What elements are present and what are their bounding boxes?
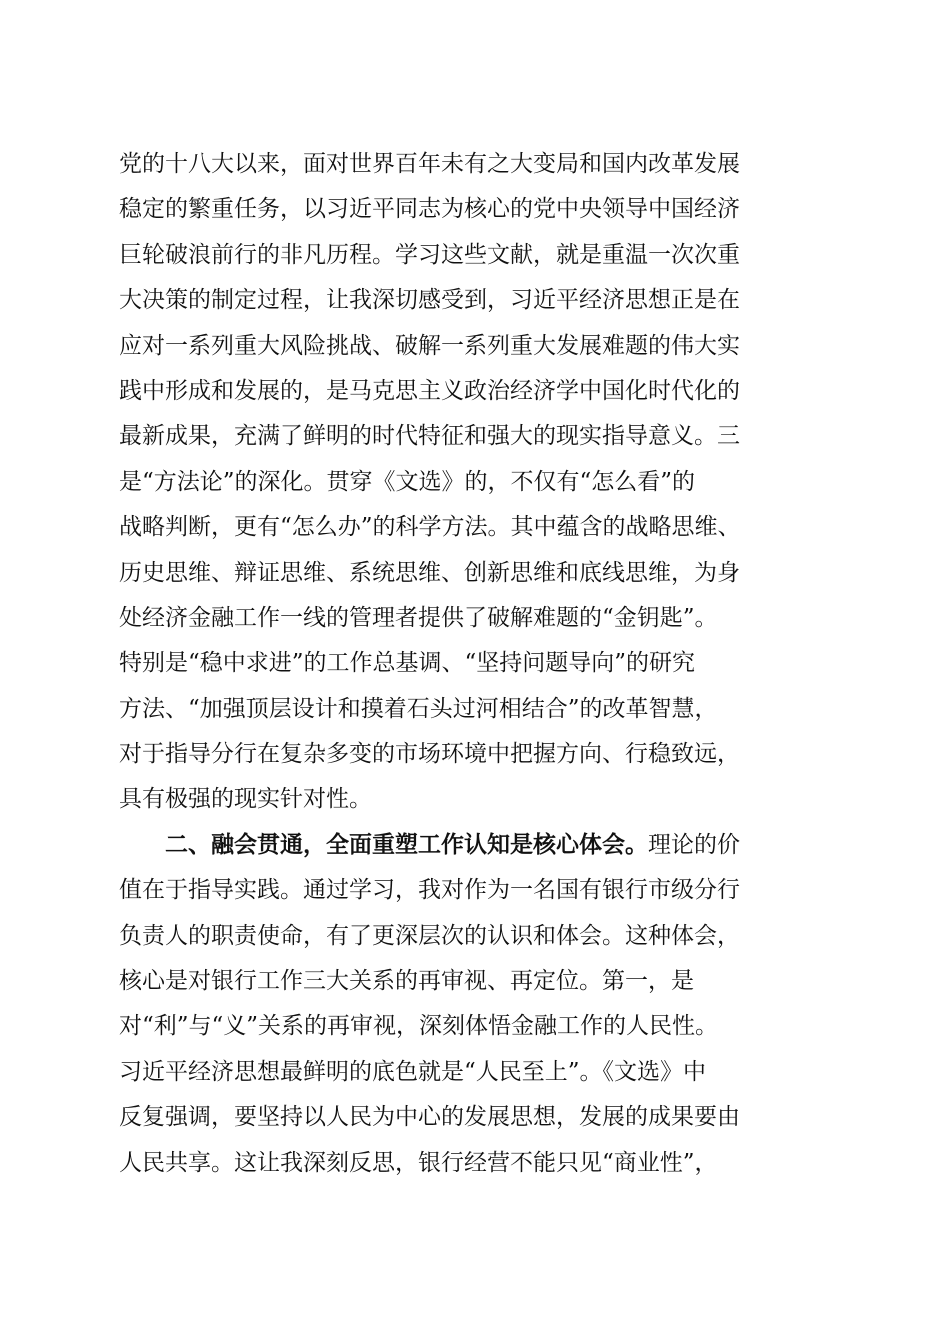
text-line: 稳定的繁重任务，以习近平同志为核心的党中央领导中国经济: [119, 196, 740, 223]
text-line: 历史思维、辩证思维、系统思维、创新思维和底线思维，为身: [119, 559, 740, 586]
text-line: 对于指导分行在复杂多变的市场环境中把握方向、行稳致远，: [119, 741, 740, 768]
text-line: 人民共享。这让我深刻反思，银行经营不能只见“商业性”，: [119, 1149, 718, 1176]
text-line: 习近平经济思想最鲜明的底色就是“人民至上”。《文选》中: [119, 1058, 707, 1085]
text-line: 巨轮破浪前行的非凡历程。学习这些文献，就是重温一次次重: [119, 241, 740, 268]
text-line: 反复强调，要坚持以人民为中心的发展思想，发展的成果要由: [119, 1104, 740, 1131]
section-heading-line: [119, 823, 839, 868]
text-line: 最新成果，充满了鲜明的时代特征和强大的现实指导意义。三: [119, 423, 740, 450]
text-line: 负责人的职责使命，有了更深层次的认识和体会。这种体会，: [119, 922, 740, 949]
body-text: [119, 142, 839, 1186]
text-line: 方法、“加强顶层设计和摸着石头过河相结合”的改革智慧，: [119, 695, 718, 722]
text-line: 是“方法论”的深化。贯穿《文选》的，不仅有“怎么看”的: [119, 468, 696, 495]
heading-line-text: 理论的价: [648, 831, 740, 858]
text-line: 特别是“稳中求进”的工作总基调、“坚持问题导向”的研究: [119, 650, 696, 677]
section-heading: 二、融会贯通，全面重塑工作认知是核心体会。: [165, 831, 648, 858]
text-line: 践中形成和发展的，是马克思主义政治经济学中国化时代化的: [119, 377, 740, 404]
text-line: 战略判断，更有“怎么办”的科学方法。其中蕴含的战略思维、: [119, 514, 741, 541]
text-line: 党的十八大以来，面对世界百年未有之大变局和国内改革发展: [119, 151, 740, 177]
text-line: 值在于指导实践。通过学习，我对作为一名国有银行市级分行: [119, 877, 740, 904]
text-line: 处经济金融工作一线的管理者提供了破解难题的“金钥匙”。: [119, 604, 718, 631]
text-line: 大决策的制定过程，让我深切感受到，习近平经济思想正是在: [119, 287, 740, 314]
text-line: 具有极强的现实针对性。: [119, 786, 372, 813]
text-line: 核心是对银行工作三大关系的再审视、再定位。第一，是: [119, 968, 694, 995]
text-line: 应对一系列重大风险挑战、破解一系列重大发展难题的伟大实: [119, 332, 740, 359]
text-line: 对“利”与“义”关系的再审视，深刻体悟金融工作的人民性。: [119, 1013, 719, 1040]
